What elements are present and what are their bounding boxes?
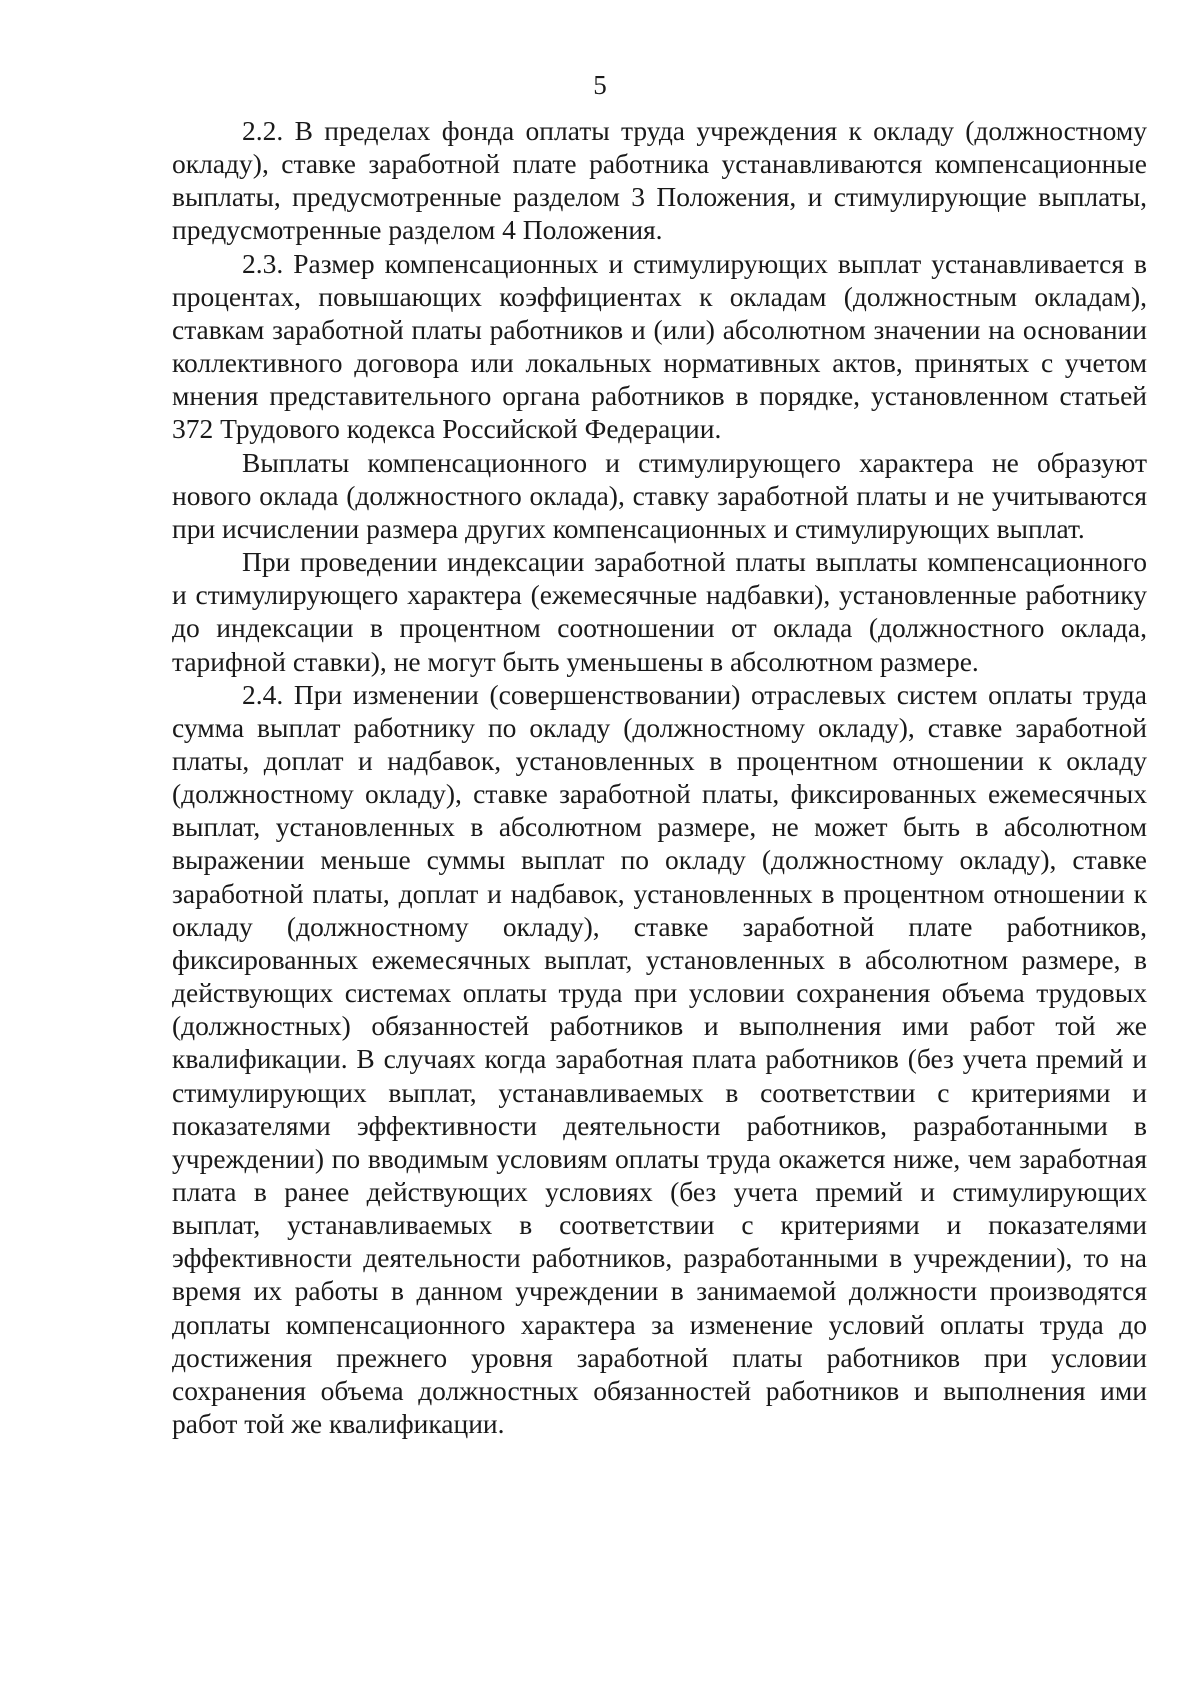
paragraph-2-2: 2.2. В пределах фонда оплаты труда учреждения к окладу (должностному окладу), ставке заработной плате работника устанавливаются компенсационные выплаты, предусмотренные разделом 3 Положения, и стимулирующие выплаты, предусмотренные разделом 4 Положения. [172,115,1147,246]
paragraph-indexation: При проведении индексации заработной платы выплаты компенсационного и стимулирующего характера (ежемесячные надбавки), установленные работнику до индексации в процентном соотношении от оклада (должностного оклада, тарифной ставки), не могут быть уменьшены в абсолютном размере. [172,546,1147,677]
paragraph-2-4: 2.4. При изменении (совершенствовании) отраслевых систем оплаты труда сумма выплат работнику по окладу (должностному окладу), ставке заработной платы, доплат и надбавок, установленных в процентном отношении к окладу (должностному окладу), ставке заработной платы, фиксированных ежемесячных выплат, установленных в абсолютном размере, не может быть в абсолютном выражении меньше суммы выплат по окладу (должностному окладу), ставке заработной платы, доплат и надбавок, установленных в процентном отношении к окладу (должностному окладу), ставке заработной плате работников, фиксированных ежемесячных выплат, установленных в абсолютном размере, в действующих системах оплаты труда при условии сохранения объема трудовых (должностных) обязанностей работников и выполнения ими работ той же квалификации. В случаях когда заработная плата работников (без учета премий и стимулирующих выплат, устанавливаемых в соответствии с критериями и показателями эффективности деятельности работников, разработанными в учреждении) по вводимым условиям оплаты труда окажется ниже, чем заработная плата в ранее действующих условиях (без учета премий и стимулирующих выплат, устанавливаемых в соответствии с критериями и показателями эффективности деятельности работников, разработанными в учреждении), то на время их работы в данном учреждении в занимаемой должности производятся доплаты компенсационного характера за изменение условий оплаты труда до достижения прежнего уровня заработной платы работников при условии сохранения объема должностных обязанностей работников и выполнения ими работ той же квалификации. [172,678,1147,1440]
paragraph-2-3: 2.3. Размер компенсационных и стимулирующих выплат устанавливается в процентах, повышающих коэффициентах к окладам (должностным окладам), ставкам заработной платы работников и (или) абсолютном значении на основании коллективного договора или локальных нормативных актов, принятых с учетом мнения представительного органа работников в порядке, установленном статьей 372 Трудового кодекса Российской Федерации. [172,247,1147,445]
paragraph-payments-not-forming-salary: Выплаты компенсационного и стимулирующего характера не образуют нового оклада (должностного оклада), ставку заработной платы и не учитываются при исчислении размера других компенсационных и стимулирующих выплат. [172,446,1147,544]
document-body [172,114,1147,1440]
page-number: 5 [593,70,607,100]
